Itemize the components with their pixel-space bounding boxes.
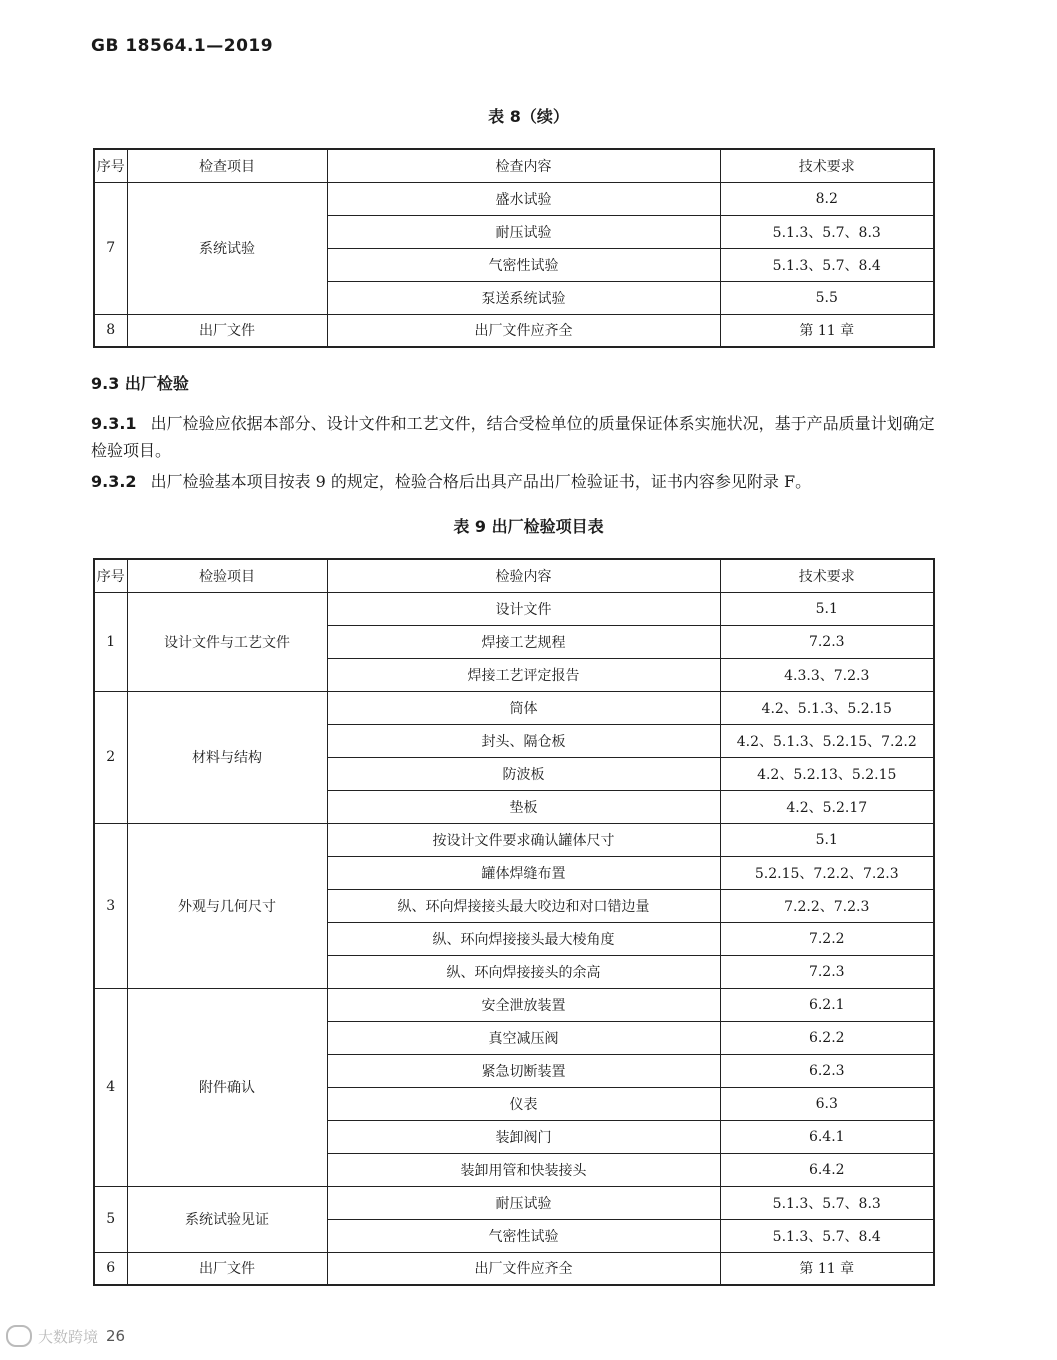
row-req: 6.3 [720,1087,934,1120]
row-req: 4.3.3、7.2.3 [720,658,934,691]
paragraph-9-3-1 [91,410,936,464]
row-content: 气密性试验 [327,248,720,281]
row-req: 4.2、5.2.17 [720,790,934,823]
table8-header-row [94,149,934,182]
row-content: 泵送系统试验 [327,281,720,314]
row-content: 纵、环向焊接接头的余高 [327,955,720,988]
clause-number: 9.3.2 [91,472,137,491]
row-req: 5.5 [720,281,934,314]
table9-header-row [94,559,934,592]
group-item: 系统试验 [127,182,327,314]
group-no: 4 [94,988,127,1186]
table9 [93,558,935,1286]
row-content: 仪表 [327,1087,720,1120]
clause-text: 出厂检验基本项目按表 9 的规定，检验合格后出具产品出厂检验证书，证书内容参见附录 F。 [150,472,812,491]
row-req: 8.2 [720,182,934,215]
row-req: 4.2、5.1.3、5.2.15、7.2.2 [720,724,934,757]
clause-text: 出厂检验应依据本部分、设计文件和工艺文件，结合受检单位的质量保证体系实施状况，基于产品质量计划确定检验项目。 [91,414,935,460]
row-req: 5.1.3、5.7、8.4 [720,248,934,281]
row-req: 4.2、5.2.13、5.2.15 [720,757,934,790]
table9-header-content: 检验内容 [327,559,720,592]
row-req: 5.2.15、7.2.2、7.2.3 [720,856,934,889]
row-req: 6.2.1 [720,988,934,1021]
table8-header-req: 技术要求 [720,149,934,182]
page-number: 26 [106,1327,126,1345]
row-req: 7.2.2、7.2.3 [720,889,934,922]
row-req: 5.1.3、5.7、8.4 [720,1219,934,1252]
section-heading: 9.3 出厂检验 [91,374,189,393]
row-content: 装卸阀门 [327,1120,720,1153]
row-content: 罐体焊缝布置 [327,856,720,889]
row-content: 安全泄放装置 [327,988,720,1021]
row-content: 按设计文件要求确认罐体尺寸 [327,823,720,856]
row-req: 第 11 章 [720,1252,934,1285]
row-req: 6.2.2 [720,1021,934,1054]
row-content: 纵、环向焊接接头最大咬边和对口错边量 [327,889,720,922]
group-no: 2 [94,691,127,823]
table9-caption: 表 9 出厂检验项目表 [453,517,604,536]
group-no: 1 [94,592,127,691]
row-content: 气密性试验 [327,1219,720,1252]
row-req: 7.2.3 [720,955,934,988]
table8 [93,148,935,348]
table8-header-no: 序号 [94,149,127,182]
row-content: 装卸用管和快装接头 [327,1153,720,1186]
row-content: 焊接工艺规程 [327,625,720,658]
group-item: 出厂文件 [127,1252,327,1285]
table-row [94,1186,934,1219]
row-content: 紧急切断装置 [327,1054,720,1087]
group-no: 5 [94,1186,127,1252]
group-no: 7 [94,182,127,314]
row-content: 真空减压阀 [327,1021,720,1054]
row-req: 7.2.2 [720,922,934,955]
table8-header-content: 检查内容 [327,149,720,182]
table-row [94,988,934,1021]
row-content: 焊接工艺评定报告 [327,658,720,691]
row-req: 6.2.3 [720,1054,934,1087]
group-item: 系统试验见证 [127,1186,327,1252]
table-row [94,592,934,625]
table8-caption: 表 8（续） [488,107,569,126]
table-row [94,314,934,347]
table9-header-req: 技术要求 [720,559,934,592]
row-content: 筒体 [327,691,720,724]
row-content: 耐压试验 [327,215,720,248]
row-content: 出厂文件应齐全 [327,314,720,347]
watermark-text: 大数跨境 [38,1327,99,1346]
row-req: 5.1 [720,592,934,625]
group-item: 外观与几何尺寸 [127,823,327,988]
group-item: 附件确认 [127,988,327,1186]
row-content: 出厂文件应齐全 [327,1252,720,1285]
row-req: 5.1.3、5.7、8.3 [720,1186,934,1219]
table-row [94,691,934,724]
row-req: 6.4.1 [720,1120,934,1153]
table9-header-no: 序号 [94,559,127,592]
row-req: 4.2、5.1.3、5.2.15 [720,691,934,724]
clause-number: 9.3.1 [91,414,137,433]
group-item: 设计文件与工艺文件 [127,592,327,691]
standard-code: GB 18564.1—2019 [91,36,274,56]
row-content: 防波板 [327,757,720,790]
table-row [94,182,934,215]
group-no: 6 [94,1252,127,1285]
row-content: 垫板 [327,790,720,823]
row-content: 纵、环向焊接接头最大棱角度 [327,922,720,955]
row-content: 耐压试验 [327,1186,720,1219]
page-footer [0,1325,125,1347]
table-row [94,1252,934,1285]
row-content: 封头、隔仓板 [327,724,720,757]
table9-header-item: 检验项目 [127,559,327,592]
row-req: 5.1 [720,823,934,856]
paragraph-9-3-2 [91,468,936,495]
row-content: 设计文件 [327,592,720,625]
row-req: 第 11 章 [720,314,934,347]
group-item: 材料与结构 [127,691,327,823]
table-row [94,823,934,856]
group-item: 出厂文件 [127,314,327,347]
row-req: 6.4.2 [720,1153,934,1186]
group-no: 8 [94,314,127,347]
group-no: 3 [94,823,127,988]
row-req: 5.1.3、5.7、8.3 [720,215,934,248]
row-req: 7.2.3 [720,625,934,658]
watermark-logo-icon [6,1325,32,1347]
row-content: 盛水试验 [327,182,720,215]
table8-header-item: 检查项目 [127,149,327,182]
